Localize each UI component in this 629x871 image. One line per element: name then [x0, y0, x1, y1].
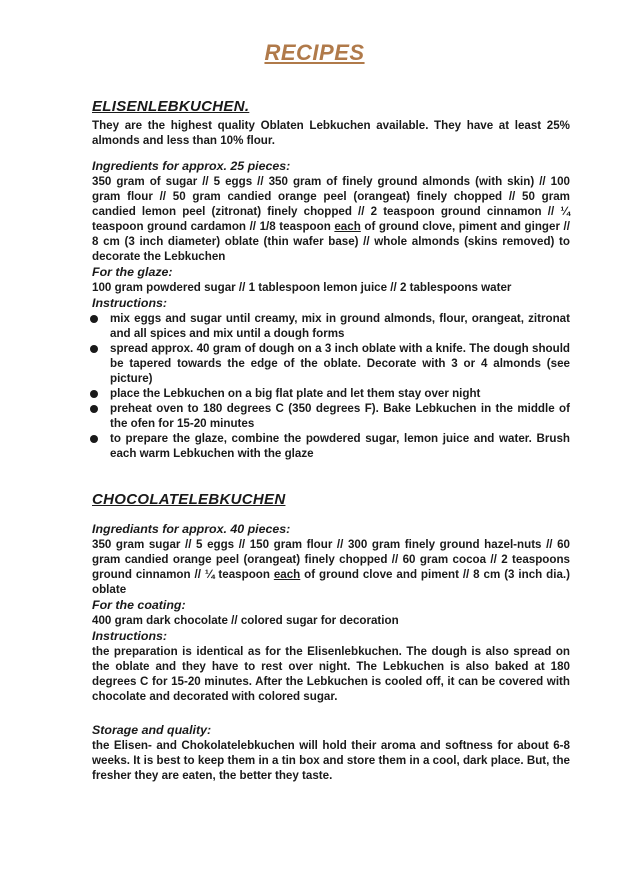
elisen-ingredients-text-2: of ground clove, piment and ginger // 8 cm (3 inch diameter) oblate (thin wafer base) // whole almonds (skins removed) to decorate the Lebkuchen — [92, 220, 570, 263]
bullet-icon — [90, 390, 98, 398]
elisen-ingredients — [92, 174, 570, 264]
chocolate-coating-heading: For the coating: — [92, 598, 186, 612]
elisen-ingredients-heading: Ingredients for approx. 25 pieces: — [92, 159, 291, 173]
elisen-intro: They are the highest quality Oblaten Lebkuchen available. They have at least 25% almonds and less than 10% flour. — [92, 119, 570, 147]
chocolate-section — [92, 491, 570, 704]
elisen-glaze: 100 gram powdered sugar // 1 tablespoon lemon juice // 2 tablespoons water — [92, 281, 512, 294]
storage-heading: Storage and quality: — [92, 723, 212, 737]
chocolate-coating: 400 gram dark chocolate // colored sugar for decoration — [92, 614, 399, 627]
storage-text: the Elisen- and Chokolatelebkuchen will hold their aroma and softness for about 6-8 weeks. It is best to keep them in a tin box and store them in a cool, dark place. But, the fresher they are eaten, the better they taste. — [92, 739, 570, 782]
bullet-icon — [90, 405, 98, 413]
chocolate-ingredients-text-2: of ground clove and piment // 8 cm (3 inch dia.) oblate — [92, 568, 570, 596]
elisen-heading: ELISENLEBKUCHEN. — [92, 98, 250, 115]
bullet-icon — [90, 315, 98, 323]
list-item — [92, 311, 570, 341]
chocolate-ingredients-heading: Ingrediants for approx. 40 pieces: — [92, 522, 291, 536]
elisen-glaze-heading: For the glaze: — [92, 265, 173, 279]
elisen-instructions-heading: Instructions: — [92, 296, 168, 310]
recipe-content — [92, 98, 570, 783]
chocolate-heading: CHOCOLATELEBKUCHEN — [92, 491, 286, 508]
elisen-ingredients-each: each — [334, 220, 361, 233]
step-text: to prepare the glaze, combine the powdered sugar, lemon juice and water. Brush each warm Lebkuchen with the glaze — [110, 432, 570, 460]
elisen-ingredients-text-1: 350 gram of sugar // 5 eggs // 350 gram of finely ground almonds (with skin) // 100 gram flour // 50 gram candied orange peel (orangeat) finely chopped // 50 gram candied lemon peel (zitronat) finely chopped // 2 teaspoon ground cinnamon // ¼ teaspoon ground cardamon // 1/8 teaspoon — [92, 175, 570, 233]
chocolate-ingredients — [92, 537, 570, 597]
page-title: RECIPES — [264, 40, 365, 65]
chocolate-ingredients-text-1: 350 gram sugar // 5 eggs // 150 gram flour // 300 gram finely ground hazel-nuts // 60 gram candied orange peel (orangeat) finely chopped // 60 gram cocoa // 2 teaspoons ground cinnamon // ¼ teaspoon — [92, 538, 570, 581]
bullet-icon — [90, 345, 98, 353]
elisen-steps — [92, 311, 570, 461]
list-item — [92, 341, 570, 386]
step-text: mix eggs and sugar until creamy, mix in ground almonds, flour, orangeat, zitronat and all spices and mix until a dough forms — [110, 312, 570, 340]
step-text: spread approx. 40 gram of dough on a 3 inch oblate with a knife. The dough should be tapered towards the edge of the oblate. Decorate with 3 or 4 almonds (see picture) — [110, 342, 570, 385]
bullet-icon — [90, 435, 98, 443]
step-text: place the Lebkuchen on a big flat plate and let them stay over night — [110, 387, 481, 400]
list-item — [92, 401, 570, 431]
list-item — [92, 386, 570, 401]
step-text: preheat oven to 180 degrees C (350 degrees F). Bake Lebkuchen in the middle of the ofen for 15-20 minutes — [110, 402, 570, 430]
list-item — [92, 431, 570, 461]
chocolate-instructions: the preparation is identical as for the Elisenlebkuchen. The dough is also spread on the oblate and they have to rest over night. The Lebkuchen is also baked at 180 degrees C for 15-20 minutes. After the Lebkuchen is cooled off, it can be covered with chocolate and decorated with colored sugar. — [92, 645, 570, 703]
chocolate-ingredients-each: each — [273, 568, 301, 581]
chocolate-instructions-heading: Instructions: — [92, 629, 168, 643]
elisen-section — [92, 98, 570, 461]
storage-section — [92, 722, 570, 783]
